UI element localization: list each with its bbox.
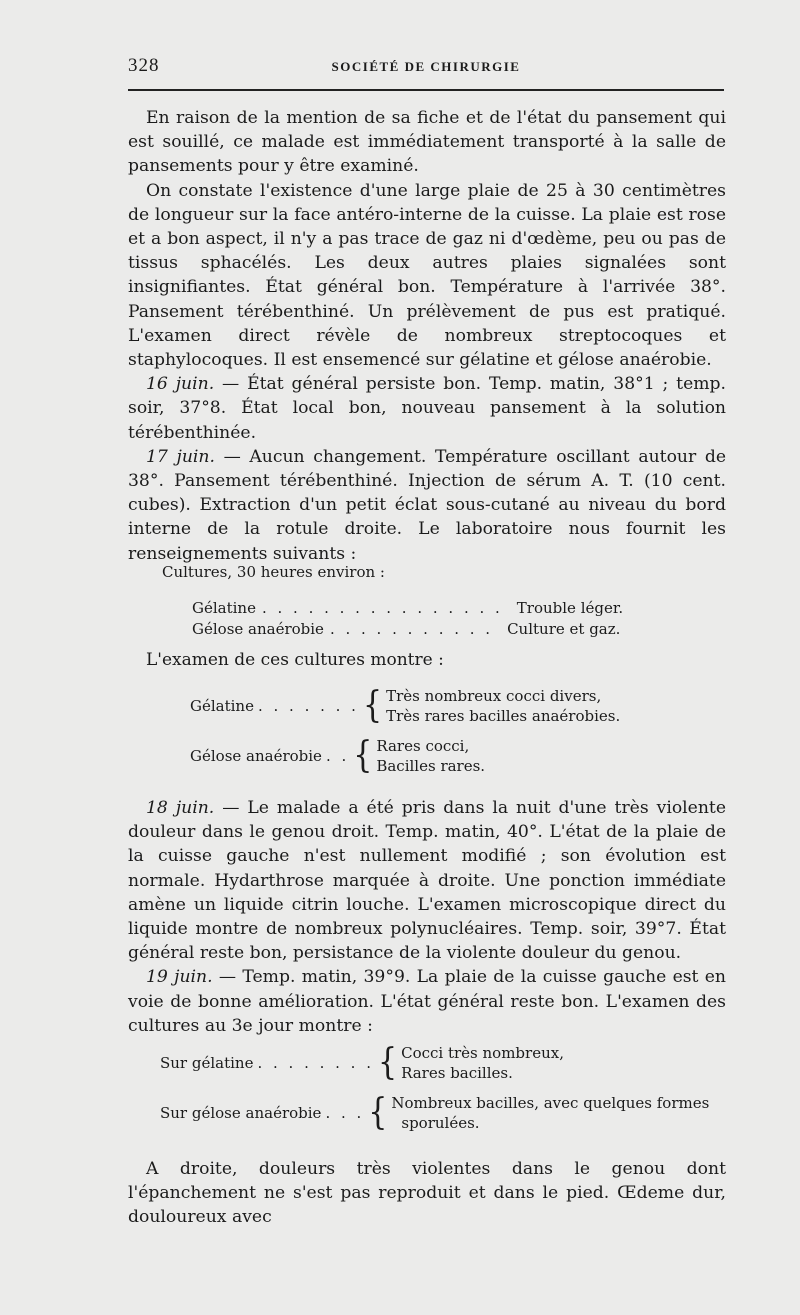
culture-medium: Sur gélatine bbox=[160, 1054, 254, 1072]
paragraph-bottom: A droite, douleurs très violentes dans le genou dont l'épanchement ne s'est pas reproduit et dans le pied. Œdeme dur, douloureux avec bbox=[128, 1159, 726, 1228]
examen-row bbox=[128, 736, 726, 776]
dot-leader: . . . . . . . . . . . . . . . . bbox=[261, 599, 503, 617]
result-line: Nombreux bacilles, avec quelques formes bbox=[391, 1094, 710, 1112]
entry-16-juin bbox=[128, 372, 726, 445]
culture-result: Culture et gaz. bbox=[507, 620, 621, 638]
brace-icon: { bbox=[368, 1091, 388, 1134]
result-line: Bacilles rares. bbox=[376, 757, 486, 775]
examen-results bbox=[376, 736, 485, 776]
culture-medium: Gélatine bbox=[192, 599, 256, 617]
result-line: Rares cocci, bbox=[376, 737, 470, 755]
examen-medium: Gélose anaérobie bbox=[190, 747, 322, 765]
entry-date: 19 juin. bbox=[146, 967, 213, 988]
paragraph-2: On constate l'existence d'une large plaie de 25 à 30 centimètres de longueur sur la face antéro-interne de la cuisse. La plaie est rose et a bon aspect, il n'y a pas trace de gaz ni d'œdème, peu ou pas de tissus sphacélés. Les deux autres plaies signalées sont insignifiantes. État général bon. Température à l'arrivée 38°. Pansement térébenthiné. Un prélèvement de pus est pratiqué. L'examen direct révèle de nombreux streptocoques et staphylocoques. Il est ensemencé sur gélatine et gélose anaérobie. bbox=[128, 180, 726, 371]
entry-text: — Aucun changement. Température oscillant autour de 38°. Pansement térébenthiné. Injection de sérum A. T. (10 cent. cubes). Extraction d'un petit éclat sous-cutané au niveau du bord interne de la rotule droite. Le laboratoire nous fournit les renseignements suivants : bbox=[128, 446, 726, 564]
entry-date: 17 juin. bbox=[146, 446, 215, 467]
result-line: Très rares bacilles anaérobies. bbox=[386, 707, 621, 725]
page-header bbox=[128, 52, 724, 84]
culture-medium: Gélose anaérobie bbox=[192, 620, 324, 638]
entry-text: — État général persiste bon. Temp. matin, 38°1 ; temp. soir, 37°8. État local bon, nouveau pansement à la solution térébenthinée. bbox=[128, 374, 727, 443]
main-text bbox=[128, 106, 726, 566]
examen-results bbox=[386, 686, 620, 726]
running-head: SOCIÉTÉ DE CHIRURGIE bbox=[331, 59, 521, 74]
entry-text: — Le malade a été pris dans la nuit d'une très violente douleur dans le genou droit. Temp. matin, 40°. L'état de la plaie de la cuisse gauche n'est nullement modifié ; son évolution est normale. Hydarthrose marquée à droite. Une ponction immédiate amène un liquide citrin louche. L'examen microscopique direct du liquide montre de nombreux polynucléaires. Temp. soir, 39°7. État général reste bon, persistance de la violente douleur du genou. bbox=[128, 798, 727, 964]
culture-3-row bbox=[128, 1043, 726, 1083]
main-text-3 bbox=[128, 1157, 726, 1230]
entry-19-juin bbox=[128, 965, 726, 1038]
examen-block bbox=[128, 686, 726, 776]
cultures-block bbox=[128, 562, 726, 639]
entry-date: 18 juin. bbox=[146, 798, 215, 818]
page-number: 328 bbox=[128, 55, 160, 76]
dot-leader: . . . bbox=[325, 1104, 365, 1122]
examen-medium: Gélatine bbox=[190, 697, 254, 715]
dot-leader: . . . . . . . . bbox=[257, 1054, 374, 1072]
entry-17-juin bbox=[128, 445, 726, 566]
result-line: Rares bacilles. bbox=[401, 1064, 513, 1082]
culture-result: Trouble léger. bbox=[516, 599, 624, 617]
dot-leader: . . bbox=[325, 747, 350, 765]
header-rule bbox=[128, 89, 724, 91]
dot-leader: . . . . . . . bbox=[257, 697, 359, 715]
brace-icon: { bbox=[353, 734, 373, 777]
brace-icon: { bbox=[378, 1041, 398, 1084]
result-line: Cocci très nombreux, bbox=[401, 1044, 564, 1062]
result-line: Très nombreux cocci divers, bbox=[386, 687, 602, 705]
main-text-2 bbox=[128, 796, 726, 1038]
entry-date: 16 juin. bbox=[146, 374, 215, 395]
result-line: sporulées. bbox=[401, 1114, 480, 1132]
culture-medium: Sur gélose anaérobie bbox=[160, 1104, 322, 1122]
paragraph-1: En raison de la mention de sa fiche et de l'état du pansement qui est souillé, ce malade est immédiatement transporté à la salle de pansements pour y être examiné. bbox=[128, 108, 726, 177]
entry-18-juin bbox=[128, 796, 726, 965]
culture-results bbox=[391, 1093, 721, 1133]
culture-3-row bbox=[128, 1093, 726, 1133]
cultures-3-block bbox=[128, 1043, 726, 1133]
culture-results bbox=[401, 1043, 564, 1083]
dot-leader: . . . . . . . . . . . bbox=[329, 620, 494, 638]
examen-row bbox=[128, 686, 726, 726]
examen-intro: L'examen de ces cultures montre : bbox=[146, 650, 444, 670]
culture-row bbox=[128, 619, 726, 639]
entry-text: — Temp. matin, 39°9. La plaie de la cuisse gauche est en voie de bonne amélioration. L'état général reste bon. L'examen des cultures au 3e jour montre : bbox=[128, 967, 726, 1036]
culture-row bbox=[128, 598, 726, 618]
brace-icon: { bbox=[362, 684, 383, 727]
cultures-heading: Cultures, 30 heures environ : bbox=[162, 563, 385, 581]
